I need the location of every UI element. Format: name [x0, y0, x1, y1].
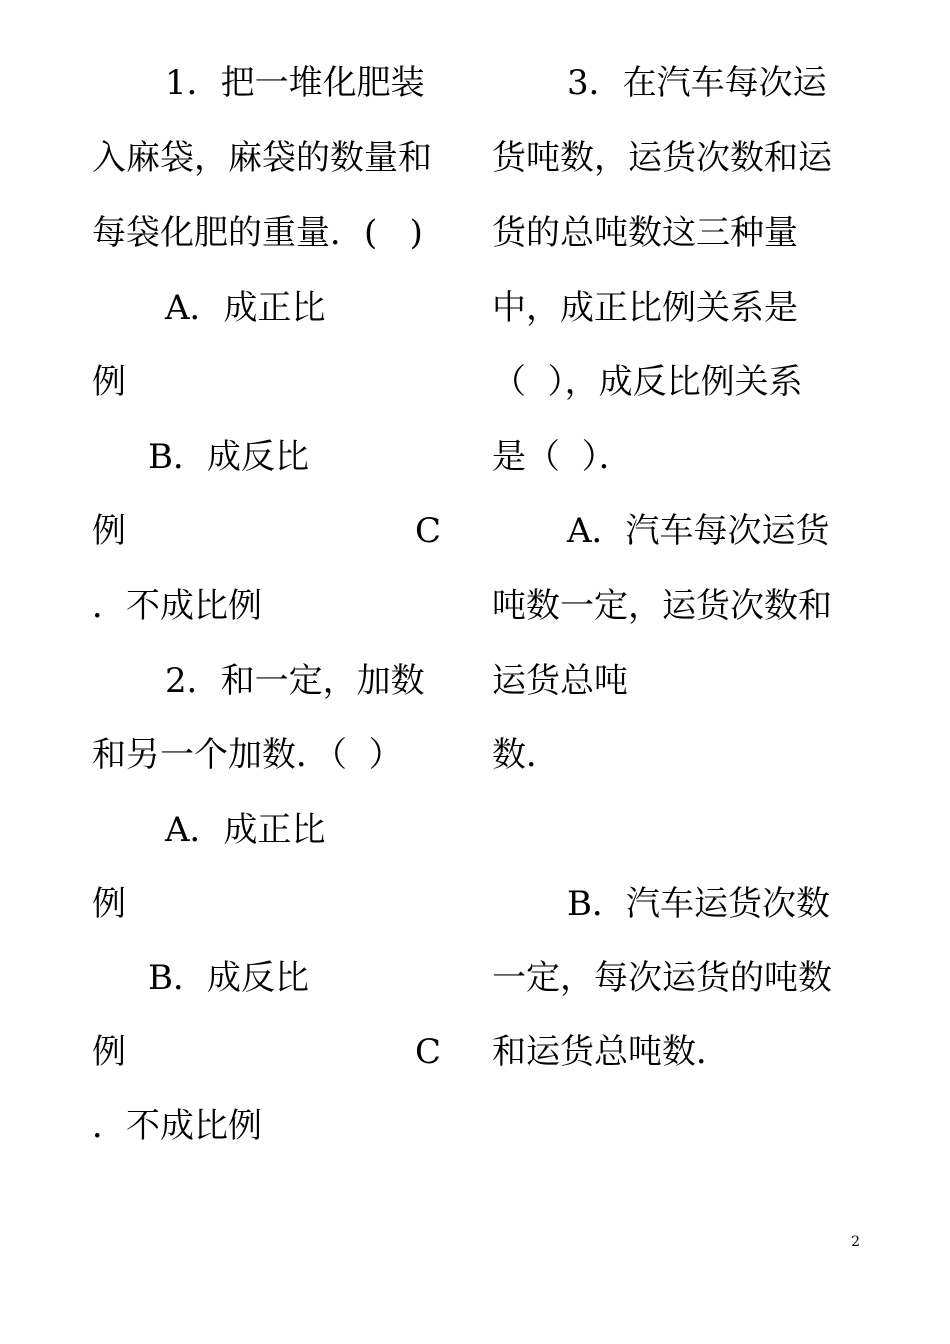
q1-line1: 1．把一堆化肥装	[165, 63, 425, 103]
q3-line3: 货的总吨数这三种量	[492, 213, 798, 253]
q3-option-a1: A．汽车每次运货	[567, 511, 830, 551]
q2-option-b-cont: 例	[92, 1032, 126, 1072]
q3-line2: 货吨数，运货次数和运	[492, 138, 832, 178]
q1-option-c-letter: C	[415, 511, 442, 551]
q2-option-b: B．成反比	[148, 958, 309, 998]
q1-line3: 每袋化肥的重量．( )	[92, 213, 423, 253]
q3-option-a4: 数．	[492, 735, 560, 775]
q2-option-a-cont: 例	[92, 884, 126, 924]
q1-option-c-text: ．不成比例	[92, 586, 262, 626]
q3-option-a3: 运货总吨	[492, 661, 628, 701]
q3-option-b3: 和运货总吨数．	[492, 1032, 730, 1072]
q1-option-a: A．成正比	[165, 288, 326, 328]
q3-line1: 3．在汽车每次运	[567, 63, 827, 103]
q1-option-a-cont: 例	[92, 362, 126, 402]
q2-option-c-text: ．不成比例	[92, 1106, 262, 1146]
q3-option-a2: 吨数一定，运货次数和	[492, 586, 832, 626]
q1-line2: 入麻袋，麻袋的数量和	[92, 138, 432, 178]
q1-option-b: B．成反比	[148, 437, 309, 477]
q3-line4: 中，成正比例关系是	[492, 288, 798, 328]
q3-option-b1: B．汽车运货次数	[567, 884, 830, 924]
q3-option-b2: 一定，每次运货的吨数	[492, 958, 832, 998]
page-number: 2	[851, 1234, 860, 1250]
q3-line6: 是（ ）．	[492, 437, 633, 477]
q3-line5: （ ），成反比例关系	[492, 362, 803, 402]
q2-option-a: A．成正比	[165, 810, 326, 850]
q1-option-b-cont: 例	[92, 511, 126, 551]
q2-line1: 2．和一定，加数	[165, 661, 425, 701]
q2-option-c-letter: C	[415, 1032, 442, 1072]
q2-line2: 和另一个加数．（ ）	[92, 735, 403, 775]
